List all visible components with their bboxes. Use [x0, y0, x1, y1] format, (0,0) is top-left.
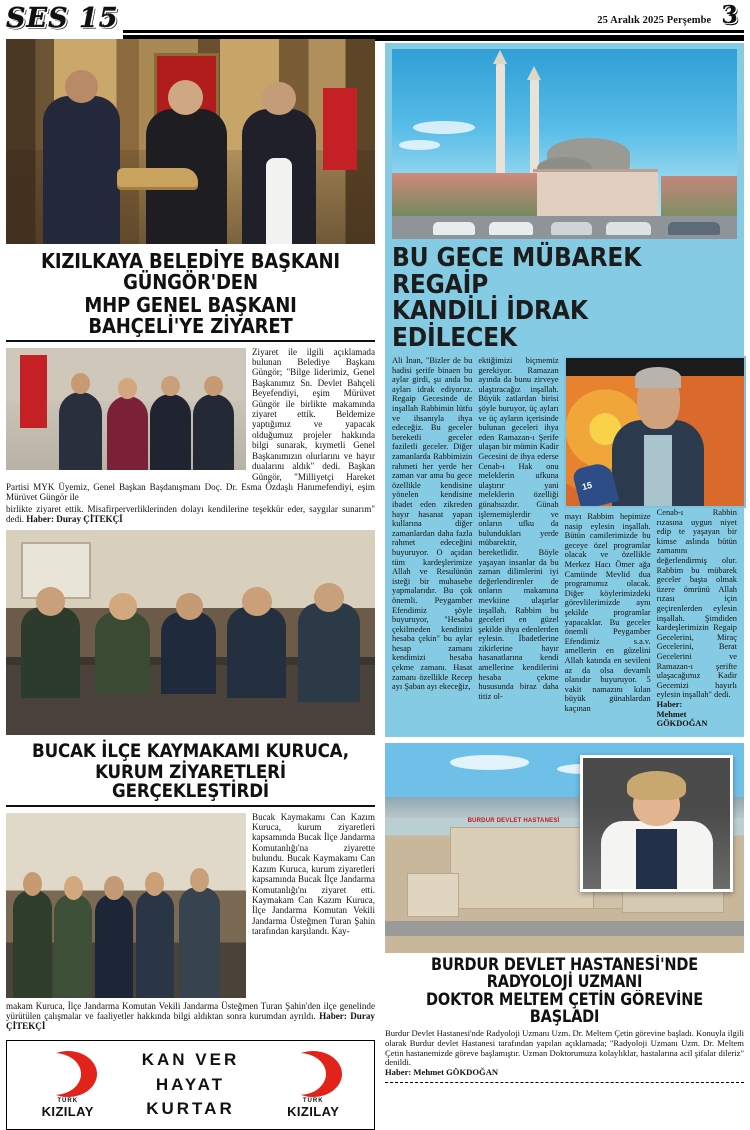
regaip-text-col-1 — [392, 356, 472, 729]
visit-person-4 — [136, 890, 174, 997]
slogan-line-1: KAN VER — [141, 1049, 240, 1069]
bucak-article-body — [6, 812, 375, 1000]
bucak-body-continued — [6, 1001, 375, 1032]
kizilay-blood-donation-ad — [6, 1040, 375, 1130]
bucak-headline-line1: BUCAK İLÇE KAYMAKAMI KURUCA, — [32, 739, 349, 762]
car-1 — [433, 222, 474, 235]
gungor-article-body — [6, 347, 375, 503]
regaip-article-panel — [385, 43, 744, 737]
wooden-car-gift — [117, 168, 198, 186]
hospital-byline: Haber: Mehmet GÖKDOĞAN — [385, 1067, 499, 1078]
bucak-headline-line2: KURUM ZİYARETLERİ GERÇEKLEŞTİRDİ — [95, 760, 286, 803]
photo-gungor-ozdasli — [6, 348, 246, 470]
photo-jandarma-meeting — [6, 530, 375, 735]
town-right — [661, 176, 737, 218]
officer-1 — [21, 607, 80, 697]
person-muruvet-head — [262, 82, 295, 115]
gungor-body-continued — [6, 504, 375, 525]
car-3 — [551, 222, 592, 235]
car-4 — [606, 222, 651, 235]
kizilay-name-left: KIZILAY — [41, 1103, 94, 1119]
regaip-byline-label: Haber: — [656, 699, 683, 709]
hospital-body-text: Burdur Devlet Hastanesi'nde Radyoloji Uzmanı Uzm. Dr. Meltem Çetin görevine başladı. Konuyla ilgili olarak Burdur devlet Hastanesi tarafından yapılan açıklamada; "Radyoloji Uzmanı Uzm. Dr. Meltem Çetin hastanemizde göreve başlamıştır. Uzman Doktorumuza kolaylıklar, hastalarına acil şifalar dileriz" denildi. — [385, 1028, 744, 1068]
doctor-blouse — [636, 829, 677, 889]
official-5-head — [314, 583, 344, 612]
figure-4 — [193, 394, 234, 470]
regaip-col2-text: ektiğimizi biçmemiz gerekiyor. Ramazan ayında da bunu zirveye ulaştıracağız inşallah. Büyük zatlardan birisi şöyle buruyor, üç ayları ve üç ayların içerisinde bulunan geceleri ihya eden Ramazan-ı Şerife ulaşan bir mümin Kadir Gecesini de ihya ederse Cenab-ı Hak onu meleklerin ufkuna ulaştırır yani meleklerin özelliği günahsızdır. Günah işlememişlerdir ve onların ufku da bulundukları yerde mübarektir, bereketlidir. Böyle yaşayan insanlar da bu zaman dilimlerini iyi değerlendirenler de onların makamına mevkiine ulaşırlar inşallah. Rabbim bu geceleri en güzel şekilde ihya edenlerden eylesin. İbadetlerine zikirlerine hayır hasanatlarına kendi amellerine kendilerini hesaba çekme hususunda biraz daha titiz ol- — [478, 356, 559, 701]
gungor-lead-paragraph: Ziyaret ile ilgili açıklamada bulunan Belediye Başkanı Güngör; "Bilge liderimiz, Genel Başkanımız Sn. Devlet Bahçeli Beyefendiyi, eşim Mürüvet Güngör ile birlikte makamında ziyaret ettik. Beldemize yaptığımız ve yapacak olduğumuz projeler hakkında bilgi sunarak, kıymetli Genel Başkanımızın olurlarını ve hayır dualarını aldık" dedi. Başkan Güngör, "Milliyetçi Hareket Partisi MYK Üyemiz, Genel Başkan Başdanışmanı Doç. Dr. Esma Özdaşlı Hanımefendiyi, eşim Mürüvet Güngör ile — [6, 346, 375, 503]
figure-1 — [59, 392, 102, 470]
page-number: 3 — [721, 0, 738, 29]
bucak-lead-paragraph: Bucak Kaymakamı Can Kazım Kuruca, kurum ziyaretleri kapsamında Bucak İlçe Jandarma Komutanlığı'na ziyarette bulundu. Bucak Kaymakamı Can Kazım Kuruca, kurum ziyaretleri kapsamında Bucak İlçe Jandarma Komutanlığı'nı ziyaret etti. Kaymakam Can Kazım Kuruca, İlçe Jandarma Komutan Vekili Jandarma Üsteğmen Turan Şahin tarafından karşılandı. Kay- — [252, 811, 375, 937]
red-crescent-icon — [39, 1051, 97, 1097]
publication-date: 25 Aralık 2025 Perşembe — [597, 15, 712, 26]
kizilay-logo-right — [266, 1051, 361, 1119]
hospital-road — [385, 921, 744, 936]
car-2 — [489, 222, 534, 235]
visit-person-3 — [95, 894, 133, 998]
visit-person-5 — [179, 887, 220, 998]
minaret-left — [496, 62, 505, 182]
red-crescent-icon-2 — [284, 1051, 342, 1097]
newspaper-logo: SES 15 — [6, 3, 119, 34]
figure-3 — [150, 394, 191, 470]
regaip-text-col-3 — [565, 356, 651, 729]
masthead — [6, 0, 744, 36]
official-3 — [161, 612, 216, 694]
figure-1-head — [71, 373, 90, 394]
left-column — [6, 39, 375, 1130]
photo-kaymakam-visit — [6, 813, 246, 998]
visit-person-2 — [54, 894, 92, 998]
cloud-2 — [399, 140, 440, 150]
figure-2-head — [118, 378, 137, 399]
official-3-head — [176, 593, 204, 620]
hospital-headline-line2: DOKTOR MELTEM ÇETİN GÖREVİNE BAŞLADI — [426, 990, 703, 1027]
doctor-hair — [627, 771, 686, 800]
kizilay-logo-left — [20, 1051, 115, 1119]
regaip-col3-text: mayı Rabbim hepimize nasip eylesin inşallah. Bütün camilerimizde bu geceye özel programlar olacak ve özellikle Merkez Hacı Ömer ağa Camiinde Mevlid dua programımız olacak. Diğer köylerimizdeki görevlilerimizde aynı şekilde programlar yapacaklar. Bu geceler önemli Peygamber Efendimiz s.a.v. amellerin en güzelini Allah katında en sevileni az da olsa devamlı olanıdır buyuruyor. 5 vakit namazını kılan büyük günahlardan kaçınan — [564, 512, 651, 713]
turkish-flag — [20, 355, 46, 428]
cloud-1 — [413, 121, 475, 134]
microphone-channel-label: 15 — [580, 480, 593, 493]
town-left — [392, 173, 537, 219]
gungor-headline-line2: MHP GENEL BAŞKANI BAHÇELİ'YE ZİYARET — [84, 292, 297, 338]
white-blouse — [266, 158, 292, 244]
right-column — [385, 39, 744, 1130]
masthead-meta — [597, 0, 738, 29]
photo-doctor-meltem-cetin — [580, 755, 733, 891]
regaip-col1-text: Ali İnan, "Bizler de bu hadisi şerife binaen bu aylar girdi, şu anda bu ayları idrak ediyoruz. Regaip Gecesinde de inşallah Rabbimin lütfu ve ihsanıyla ihya edeceğiz. Bu geceler bereketli geceler faziletli geceler. Diğer zamanlarda Rabbimizin rahmeti her yerde her zaman var ama bu gece özellikle kendisine yönelen kendisine ibadet eden zikreden hayır hasanat yapan kullarına diğer zamanlardan daha fazla rahmet edeceğini buyuruyor. O açıdan tüm kardeşlerimize Allah ve Resulünün isteği bir muhasebe yapmalarıdır. Bu çok önemli. Peygamber Efendimiz şöyle buyuruyor, "Hesaba çekilmeden kendinizi hesaba çekin" bu aylar hesap zamanı kendimizi hesaba çekme zamanı. Hasat zamanı özellikle Recep ayı Şaban ayı ekeceğiz, — [392, 356, 473, 692]
photo-burdur-state-hospital — [385, 743, 744, 953]
gungor-headline-rule — [6, 340, 375, 342]
car-5 — [668, 222, 720, 235]
slogan-line-3: KURTAR — [146, 1099, 235, 1119]
interviewee-hair — [635, 367, 681, 388]
kizilay-name-right: KIZILAY — [287, 1103, 340, 1119]
photo-gungor-bahceli-visit — [6, 39, 375, 244]
party-flag — [323, 88, 356, 170]
officer-1-head — [36, 587, 66, 616]
person-gungor — [43, 96, 120, 244]
bucak-body-text: makam Kuruca, İlçe Jandarma Komutan Vekili Jandarma Üsteğmen Turan Şahin'den ilçe genelinde yürütülen çalışmalar ve faaliyetler hakkında bilgi aldıktan sonra kurumdan ayrıldı. — [6, 1000, 375, 1022]
bucak-byline: Haber: Duray ÇİTEKÇİ — [6, 1011, 375, 1032]
regaip-byline-name-2: GÖKDOĞAN — [656, 719, 708, 729]
visit-person-1-head — [23, 872, 42, 896]
hospital-roof-sign: BURDUR DEVLET HASTANESİ — [467, 818, 560, 825]
regaip-text-grid — [392, 356, 737, 729]
officer-2 — [95, 612, 150, 694]
official-4 — [227, 607, 286, 697]
visit-person-5-head — [190, 868, 209, 892]
regaip-headline-line2: KANDİLİ İDRAK EDİLECEK — [392, 296, 588, 353]
photo-mosque — [392, 49, 737, 239]
regaip-col4-text: Cenab-ı Rabbin rızasına uygun niyet edip te yaşayan bir kimse aslında bütün zamanını değerlendirmiş olur. Rabbim bu mübarek geceler başta olmak üzere ömrünü Allah rızası için geçirenlerden eylesin inşallah. Şimdiden kardeşlerimizin Regaip Gecelerini, Miraç Gecelerini, Berat Gecelerini ve Ramazan-ı şerifte ulaşacağımız Kadir Gecemizi hayırlı eylesin inşallah" dedi. — [656, 508, 737, 700]
hospital-headline-line1: BURDUR DEVLET HASTANESİ'NDE RADYOLOJİ UZMANI — [430, 954, 699, 991]
regaip-byline-name-1: Mehmet — [656, 709, 687, 719]
person-bahceli-head — [168, 80, 203, 115]
bucak-headline-rule — [6, 805, 375, 807]
interviewee-shirt — [644, 435, 672, 506]
hospital-article — [385, 743, 744, 1083]
kizilay-turk-label-right: TÜRK — [302, 1097, 324, 1104]
hospital-body — [385, 1029, 744, 1068]
official-5 — [298, 603, 361, 701]
gungor-byline: Haber: Duray ÇİTEKÇİ — [26, 514, 123, 525]
photo-ali-inan-interview — [564, 356, 746, 508]
slogan-line-2: HAYAT — [155, 1074, 226, 1094]
visit-person-2-head — [64, 876, 83, 900]
page-columns — [6, 39, 744, 1130]
hospital-annex — [407, 873, 459, 917]
officer-2-head — [109, 593, 137, 620]
kizilay-turk-label-left: TÜRK — [57, 1097, 79, 1104]
official-4-head — [242, 587, 272, 616]
visit-person-3-head — [104, 876, 123, 900]
gungor-body-text: birlikte ziyaret ettik. Misafirperverliklerinden dolayı kendilerine teşekkür eder, saygılar sunarım" dedi. — [6, 503, 375, 525]
person-gungor-head — [65, 70, 98, 103]
kizilay-slogan — [142, 1048, 240, 1122]
regaip-text-col-2 — [478, 356, 558, 729]
gungor-headline-line1: KIZILKAYA BELEDİYE BAŞKANI GÜNGÖR'DEN — [41, 249, 340, 294]
hospital-cloud-1 — [450, 755, 529, 770]
regaip-headline-line1: BU GECE MÜBAREK REGAİP — [392, 243, 642, 300]
visit-person-1 — [13, 890, 51, 997]
figure-2 — [107, 396, 148, 469]
